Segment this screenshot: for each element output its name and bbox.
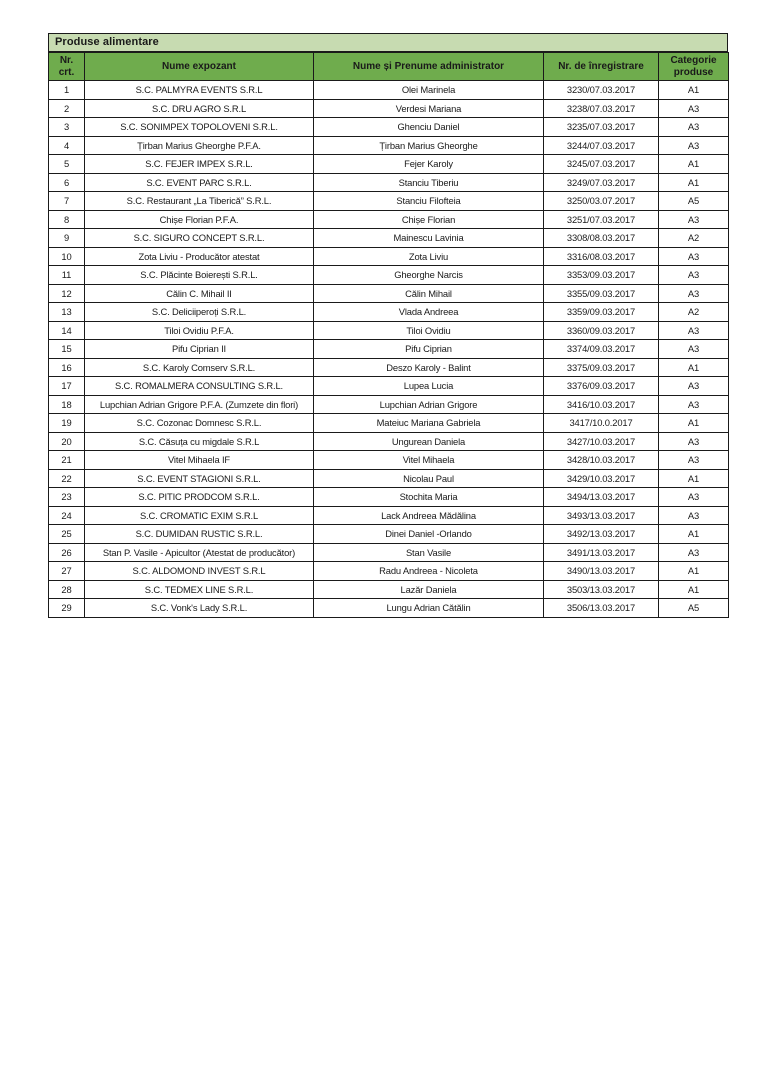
table-row bbox=[49, 210, 729, 229]
cell-nr-crt: 26 bbox=[49, 543, 85, 562]
cell-nr-crt: 3 bbox=[49, 118, 85, 137]
table-body bbox=[49, 81, 729, 618]
table-row bbox=[49, 506, 729, 525]
table-row bbox=[49, 155, 729, 174]
cell-nume-expozant: S.C. EVENT PARC S.R.L. bbox=[85, 173, 314, 192]
cell-categorie: A3 bbox=[659, 99, 729, 118]
cell-categorie: A1 bbox=[659, 525, 729, 544]
cell-nr-crt: 7 bbox=[49, 192, 85, 211]
cell-administrator: Lack Andreea Mădălina bbox=[314, 506, 544, 525]
cell-administrator: Ungurean Daniela bbox=[314, 432, 544, 451]
cell-nr-crt: 25 bbox=[49, 525, 85, 544]
cell-nume-expozant: S.C. ROMALMERA CONSULTING S.R.L. bbox=[85, 377, 314, 396]
cell-categorie: A3 bbox=[659, 488, 729, 507]
table-row bbox=[49, 266, 729, 285]
cell-categorie: A3 bbox=[659, 432, 729, 451]
cell-nr-crt: 19 bbox=[49, 414, 85, 433]
cell-nume-expozant: S.C. PITIC PRODCOM S.R.L. bbox=[85, 488, 314, 507]
cell-nume-expozant: Țirban Marius Gheorghe P.F.A. bbox=[85, 136, 314, 155]
cell-categorie: A5 bbox=[659, 192, 729, 211]
cell-nr-inregistrare: 3492/13.03.2017 bbox=[544, 525, 659, 544]
table-row bbox=[49, 451, 729, 470]
cell-nume-expozant: Stan P. Vasile - Apicultor (Atestat de producător) bbox=[85, 543, 314, 562]
cell-categorie: A2 bbox=[659, 303, 729, 322]
cell-nume-expozant: S.C. EVENT STAGIONI S.R.L. bbox=[85, 469, 314, 488]
exhibitors-table bbox=[48, 52, 729, 618]
cell-categorie: A3 bbox=[659, 395, 729, 414]
cell-nume-expozant: S.C. Cozonac Domnesc S.R.L. bbox=[85, 414, 314, 433]
cell-nr-crt: 20 bbox=[49, 432, 85, 451]
column-header-col-nume-expozant: Nume expozant bbox=[85, 53, 314, 81]
cell-nr-inregistrare: 3250/03.07.2017 bbox=[544, 192, 659, 211]
table-header bbox=[49, 53, 729, 81]
cell-nume-expozant: Pifu Ciprian II bbox=[85, 340, 314, 359]
cell-nr-inregistrare: 3416/10.03.2017 bbox=[544, 395, 659, 414]
cell-nume-expozant: S.C. ALDOMOND INVEST S.R.L bbox=[85, 562, 314, 581]
cell-nr-inregistrare: 3491/13.03.2017 bbox=[544, 543, 659, 562]
cell-nr-crt: 11 bbox=[49, 266, 85, 285]
cell-administrator: Vlada Andreea bbox=[314, 303, 544, 322]
cell-nume-expozant: Călin C. Mihail II bbox=[85, 284, 314, 303]
cell-nr-crt: 29 bbox=[49, 599, 85, 618]
table-row bbox=[49, 136, 729, 155]
cell-nr-crt: 8 bbox=[49, 210, 85, 229]
cell-nume-expozant: S.C. DUMIDAN RUSTIC S.R.L. bbox=[85, 525, 314, 544]
cell-nr-inregistrare: 3490/13.03.2017 bbox=[544, 562, 659, 581]
cell-nr-inregistrare: 3249/07.03.2017 bbox=[544, 173, 659, 192]
cell-nr-crt: 18 bbox=[49, 395, 85, 414]
cell-administrator: Lupchian Adrian Grigore bbox=[314, 395, 544, 414]
cell-categorie: A3 bbox=[659, 506, 729, 525]
column-header-col-nr-crt: Nr. crt. bbox=[49, 53, 85, 81]
cell-administrator: Fejer Karoly bbox=[314, 155, 544, 174]
cell-categorie: A1 bbox=[659, 173, 729, 192]
cell-nr-crt: 5 bbox=[49, 155, 85, 174]
cell-categorie: A3 bbox=[659, 340, 729, 359]
cell-nr-crt: 28 bbox=[49, 580, 85, 599]
table-row bbox=[49, 229, 729, 248]
cell-nr-inregistrare: 3251/07.03.2017 bbox=[544, 210, 659, 229]
table-row bbox=[49, 99, 729, 118]
cell-nume-expozant: Chișe Florian P.F.A. bbox=[85, 210, 314, 229]
cell-nr-inregistrare: 3308/08.03.2017 bbox=[544, 229, 659, 248]
cell-administrator: Țirban Marius Gheorghe bbox=[314, 136, 544, 155]
table-row bbox=[49, 414, 729, 433]
cell-nume-expozant: S.C. Karoly Comserv S.R.L. bbox=[85, 358, 314, 377]
cell-nume-expozant: S.C. PALMYRA EVENTS S.R.L bbox=[85, 81, 314, 100]
cell-categorie: A3 bbox=[659, 247, 729, 266]
cell-nr-inregistrare: 3429/10.03.2017 bbox=[544, 469, 659, 488]
cell-categorie: A1 bbox=[659, 414, 729, 433]
cell-nr-inregistrare: 3506/13.03.2017 bbox=[544, 599, 659, 618]
table-row bbox=[49, 562, 729, 581]
cell-administrator: Ghenciu Daniel bbox=[314, 118, 544, 137]
column-header-col-categorie: Categorie produse bbox=[659, 53, 729, 81]
cell-nume-expozant: S.C. Deliciiperoți S.R.L. bbox=[85, 303, 314, 322]
table-row bbox=[49, 173, 729, 192]
cell-administrator: Radu Andreea - Nicoleta bbox=[314, 562, 544, 581]
cell-categorie: A1 bbox=[659, 469, 729, 488]
cell-nr-inregistrare: 3428/10.03.2017 bbox=[544, 451, 659, 470]
cell-nume-expozant: Vitel Mihaela IF bbox=[85, 451, 314, 470]
cell-categorie: A1 bbox=[659, 155, 729, 174]
cell-administrator: Dinei Daniel -Orlando bbox=[314, 525, 544, 544]
cell-administrator: Lungu Adrian Cătălin bbox=[314, 599, 544, 618]
cell-nr-inregistrare: 3353/09.03.2017 bbox=[544, 266, 659, 285]
cell-categorie: A3 bbox=[659, 284, 729, 303]
cell-categorie: A1 bbox=[659, 580, 729, 599]
cell-administrator: Tiloi Ovidiu bbox=[314, 321, 544, 340]
cell-categorie: A1 bbox=[659, 81, 729, 100]
food-products-table bbox=[48, 33, 728, 618]
table-row bbox=[49, 118, 729, 137]
column-header-col-nr-inregistrare: Nr. de înregistrare bbox=[544, 53, 659, 81]
cell-categorie: A3 bbox=[659, 321, 729, 340]
cell-nr-crt: 2 bbox=[49, 99, 85, 118]
cell-administrator: Stochita Maria bbox=[314, 488, 544, 507]
cell-nr-inregistrare: 3230/07.03.2017 bbox=[544, 81, 659, 100]
table-row bbox=[49, 81, 729, 100]
cell-nume-expozant: S.C. TEDMEX LINE S.R.L. bbox=[85, 580, 314, 599]
cell-nume-expozant: S.C. SONIMPEX TOPOLOVENI S.R.L. bbox=[85, 118, 314, 137]
cell-nr-crt: 12 bbox=[49, 284, 85, 303]
cell-nume-expozant: S.C. SIGURO CONCEPT S.R.L. bbox=[85, 229, 314, 248]
cell-nr-crt: 17 bbox=[49, 377, 85, 396]
table-row bbox=[49, 525, 729, 544]
cell-categorie: A3 bbox=[659, 118, 729, 137]
cell-nr-crt: 16 bbox=[49, 358, 85, 377]
cell-nr-crt: 15 bbox=[49, 340, 85, 359]
cell-nr-crt: 1 bbox=[49, 81, 85, 100]
cell-categorie: A3 bbox=[659, 136, 729, 155]
cell-categorie: A3 bbox=[659, 266, 729, 285]
cell-nr-crt: 13 bbox=[49, 303, 85, 322]
cell-nr-inregistrare: 3360/09.03.2017 bbox=[544, 321, 659, 340]
cell-nr-crt: 22 bbox=[49, 469, 85, 488]
cell-nr-crt: 14 bbox=[49, 321, 85, 340]
cell-nr-inregistrare: 3238/07.03.2017 bbox=[544, 99, 659, 118]
cell-nr-crt: 9 bbox=[49, 229, 85, 248]
cell-categorie: A1 bbox=[659, 358, 729, 377]
cell-categorie: A1 bbox=[659, 562, 729, 581]
cell-administrator: Mateiuc Mariana Gabriela bbox=[314, 414, 544, 433]
cell-administrator: Vitel Mihaela bbox=[314, 451, 544, 470]
cell-administrator: Lupea Lucia bbox=[314, 377, 544, 396]
cell-nr-inregistrare: 3316/08.03.2017 bbox=[544, 247, 659, 266]
cell-nume-expozant: S.C. Căsuța cu migdale S.R.L bbox=[85, 432, 314, 451]
table-row bbox=[49, 192, 729, 211]
cell-administrator: Mainescu Lavinia bbox=[314, 229, 544, 248]
cell-administrator: Stanciu Filofteia bbox=[314, 192, 544, 211]
cell-administrator: Zota Liviu bbox=[314, 247, 544, 266]
cell-nr-inregistrare: 3375/09.03.2017 bbox=[544, 358, 659, 377]
cell-nr-crt: 27 bbox=[49, 562, 85, 581]
cell-nr-inregistrare: 3376/09.03.2017 bbox=[544, 377, 659, 396]
table-row bbox=[49, 284, 729, 303]
header-row bbox=[49, 53, 729, 81]
cell-administrator: Chișe Florian bbox=[314, 210, 544, 229]
cell-administrator: Nicolau Paul bbox=[314, 469, 544, 488]
cell-nume-expozant: Zota Liviu - Producător atestat bbox=[85, 247, 314, 266]
cell-nr-crt: 4 bbox=[49, 136, 85, 155]
cell-administrator: Călin Mihail bbox=[314, 284, 544, 303]
cell-categorie: A5 bbox=[659, 599, 729, 618]
cell-nume-expozant: S.C. Restaurant „La Tiberică” S.R.L. bbox=[85, 192, 314, 211]
table-row bbox=[49, 321, 729, 340]
table-row bbox=[49, 432, 729, 451]
cell-categorie: A3 bbox=[659, 543, 729, 562]
cell-nr-inregistrare: 3493/13.03.2017 bbox=[544, 506, 659, 525]
table-row bbox=[49, 469, 729, 488]
cell-administrator: Stanciu Tiberiu bbox=[314, 173, 544, 192]
table-row bbox=[49, 340, 729, 359]
cell-administrator: Deszo Karoly - Balint bbox=[314, 358, 544, 377]
column-header-col-administrator: Nume și Prenume administrator bbox=[314, 53, 544, 81]
cell-nr-inregistrare: 3417/10.0.2017 bbox=[544, 414, 659, 433]
cell-nume-expozant: S.C. DRU AGRO S.R.L bbox=[85, 99, 314, 118]
cell-categorie: A3 bbox=[659, 377, 729, 396]
cell-nume-expozant: S.C. FEJER IMPEX S.R.L. bbox=[85, 155, 314, 174]
table-row bbox=[49, 580, 729, 599]
table-row bbox=[49, 247, 729, 266]
table-row bbox=[49, 303, 729, 322]
cell-nr-inregistrare: 3245/07.03.2017 bbox=[544, 155, 659, 174]
cell-administrator: Olei Marinela bbox=[314, 81, 544, 100]
cell-administrator: Lazăr Daniela bbox=[314, 580, 544, 599]
cell-nume-expozant: Lupchian Adrian Grigore P.F.A. (Zumzete din flori) bbox=[85, 395, 314, 414]
cell-categorie: A3 bbox=[659, 451, 729, 470]
cell-administrator: Stan Vasile bbox=[314, 543, 544, 562]
cell-nr-crt: 6 bbox=[49, 173, 85, 192]
cell-nr-inregistrare: 3503/13.03.2017 bbox=[544, 580, 659, 599]
cell-nr-inregistrare: 3494/13.03.2017 bbox=[544, 488, 659, 507]
table-row bbox=[49, 543, 729, 562]
table-title: Produse alimentare bbox=[48, 33, 728, 52]
cell-nume-expozant: S.C. Plăcinte Boierești S.R.L. bbox=[85, 266, 314, 285]
cell-categorie: A2 bbox=[659, 229, 729, 248]
cell-nume-expozant: Tiloi Ovidiu P.F.A. bbox=[85, 321, 314, 340]
table-row bbox=[49, 377, 729, 396]
cell-nr-crt: 23 bbox=[49, 488, 85, 507]
cell-nr-inregistrare: 3374/09.03.2017 bbox=[544, 340, 659, 359]
table-row bbox=[49, 358, 729, 377]
cell-nume-expozant: S.C. Vonk's Lady S.R.L. bbox=[85, 599, 314, 618]
cell-nr-inregistrare: 3355/09.03.2017 bbox=[544, 284, 659, 303]
cell-nr-crt: 24 bbox=[49, 506, 85, 525]
cell-nr-crt: 10 bbox=[49, 247, 85, 266]
cell-nr-inregistrare: 3427/10.03.2017 bbox=[544, 432, 659, 451]
cell-nr-crt: 21 bbox=[49, 451, 85, 470]
table-row bbox=[49, 488, 729, 507]
cell-nume-expozant: S.C. CROMATIC EXIM S.R.L bbox=[85, 506, 314, 525]
table-row bbox=[49, 395, 729, 414]
cell-nr-inregistrare: 3235/07.03.2017 bbox=[544, 118, 659, 137]
cell-nr-inregistrare: 3359/09.03.2017 bbox=[544, 303, 659, 322]
table-row bbox=[49, 599, 729, 618]
cell-administrator: Gheorghe Narcis bbox=[314, 266, 544, 285]
cell-categorie: A3 bbox=[659, 210, 729, 229]
cell-administrator: Pifu Ciprian bbox=[314, 340, 544, 359]
cell-nr-inregistrare: 3244/07.03.2017 bbox=[544, 136, 659, 155]
cell-administrator: Verdesi Mariana bbox=[314, 99, 544, 118]
